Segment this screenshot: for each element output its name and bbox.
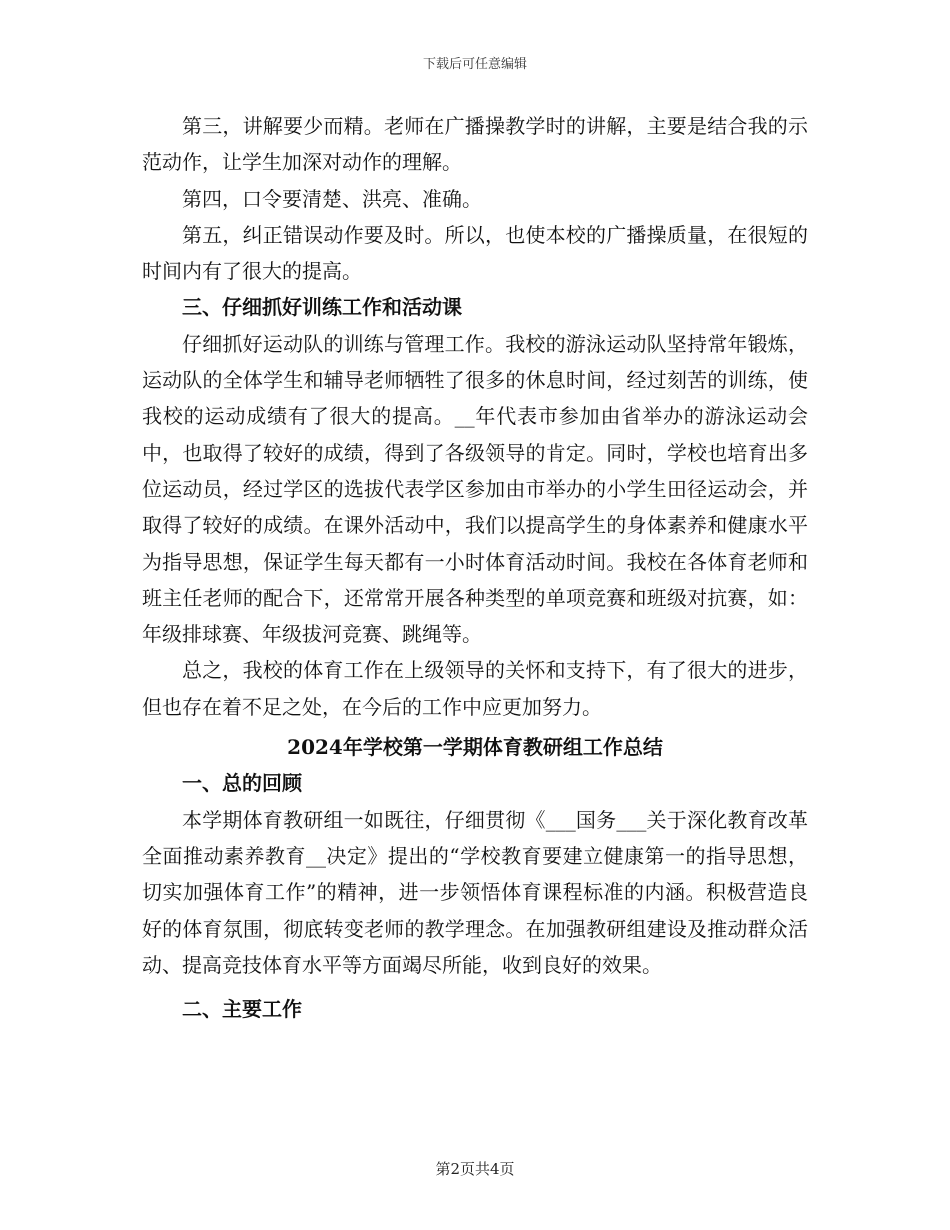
paragraph-review: 本学期体育教研组一如既往，仔细贯彻《___国务___关于深化教育改革全面推动素养教育__决定》提出的“学校教育要建立健康第一的指导思想，切实加强体育工作”的精神，进一步领悟体育课程标准的内涵。积极营造良好的体育氛围，彻底转变老师的教学理念。在加强教研组建设及推动群众活动、提高竞技体育水平等方面竭尽所能，收到良好的效果。 xyxy=(142,807,808,977)
document-title: 2024年学校第一学期体育教研组工作总结 xyxy=(287,735,663,760)
paragraph-third-point: 第三，讲解要少而精。老师在广播操教学时的讲解，主要是结合我的示范动作，让学生加深对动作的理解。 xyxy=(142,114,808,175)
paragraph-sports-team: 仔细抓好运动队的训练与管理工作。我校的游泳运动队坚持常年锻炼，运动队的全体学生和辅导老师牺牲了很多的休息时间，经过刻苦的训练，使我校的运动成绩有了很大的提高。__年代表市参加由省举办的游泳运动会中，也取得了较好的成绩，得到了各级领导的肯定。同时，学校也培育出多位运动员，经过学区的选拔代表学区参加由市举办的小学生田径运动会，并取得了较好的成绩。在课外活动中，我们以提高学生的身体素养和健康水平为指导思想，保证学生每天都有一小时体育活动时间。我校在各体育老师和班主任老师的配合下，还常常开展各种类型的单项竞赛和班级对抗赛，如：年级排球赛、年级拔河竞赛、跳绳等。 xyxy=(142,331,808,647)
paragraph-fifth-point: 第五，纠正错误动作要及时。所以，也使本校的广播操质量，在很短的时间内有了很大的提高。 xyxy=(142,222,808,284)
paragraph-fourth-point: 第四，口令要清楚、洪亮、准确。 xyxy=(182,186,482,211)
page-number: 第2页共4页 xyxy=(435,1160,515,1178)
section-heading-main-work: 二、主要工作 xyxy=(182,997,302,1022)
page-header: 下载后可任意编辑 xyxy=(422,57,527,72)
paragraph-summary: 总之，我校的体育工作在上级领导的关怀和支持下，有了很大的进步，但也存在着不足之处，在今后的工作中应更加努力。 xyxy=(142,658,808,719)
section-heading-training: 三、仔细抓好训练工作和活动课 xyxy=(182,295,462,320)
document-body xyxy=(142,108,808,1027)
section-heading-review: 一、总的回顾 xyxy=(182,771,302,796)
